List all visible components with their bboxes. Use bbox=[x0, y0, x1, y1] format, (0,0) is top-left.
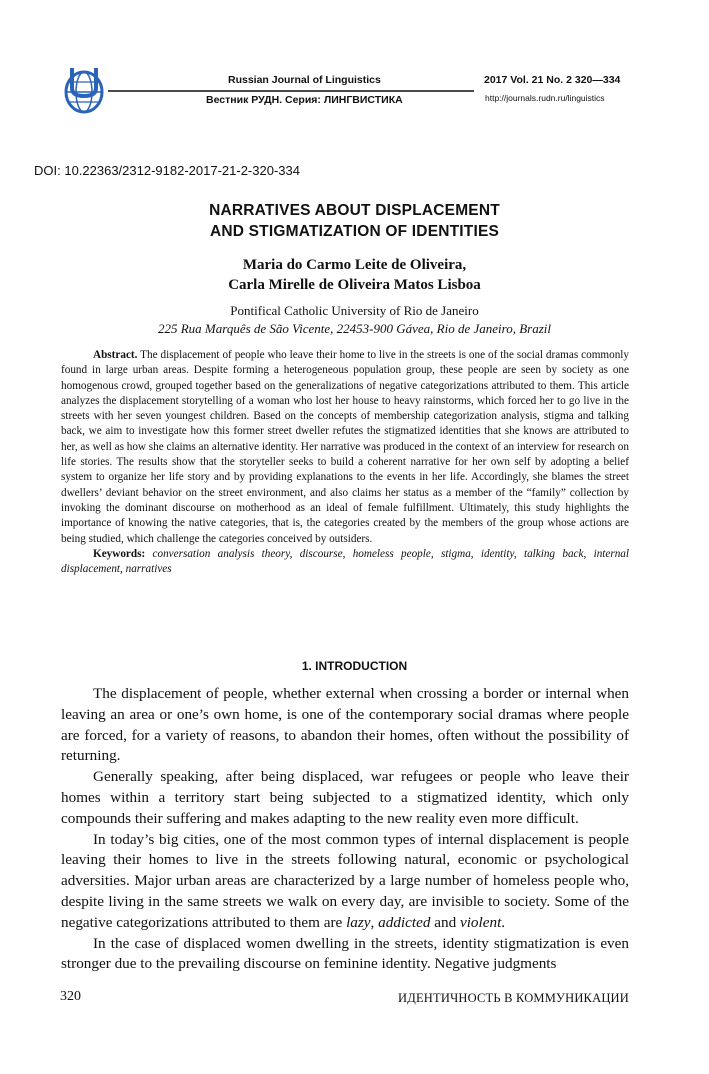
affiliation bbox=[40, 302, 669, 338]
period: . bbox=[501, 913, 506, 931]
keywords bbox=[61, 547, 629, 578]
author-line-2: Carla Mirelle de Oliveira Matos Lisboa bbox=[228, 276, 481, 293]
doi: DOI: 10.22363/2312-9182-2017-21-2-320-334 bbox=[34, 163, 300, 178]
header-divider bbox=[108, 90, 474, 92]
abstract bbox=[61, 348, 629, 547]
address: 225 Rua Marquês de São Vicente, 22453-900 Gávea, Rio de Janeiro, Brazil bbox=[157, 321, 552, 336]
paragraph-4: In the case of displaced women dwelling in the streets, identity stigmatization is even stronger due to the prevailing discourse on feminine identity. Negative judgments bbox=[61, 934, 629, 973]
paragraph-3-text: In today’s big cities, one of the most common types of internal displacement is people leaving their homes to live in the streets following natural, economic or psychological adversities. Major urban areas are characterized by a large number of homeless people who, despite living in the same streets we walk on every day, are invisible to society. Some of the negative categorizations attributed to them are bbox=[61, 830, 629, 931]
authors bbox=[60, 256, 649, 295]
title-line-1: NARRATIVES ABOUT DISPLACEMENT bbox=[209, 202, 500, 219]
abstract-text: The displacement of people who leave their home to live in the streets is one of the social dramas commonly found in large urban areas. Despite forming a heterogeneous population group, these people are seen by society as one homogenous crowd, grouped together based on the generalizations of negative categorizations attributed to them. This article analyzes the displacement storytelling of a woman who lost her house to heavy rainstorms, which forced her to go live in the streets with her seven youngest children. Based on the concepts of membership categorization analysis, stigma and talking back, we aim to investigate how this former street dweller refutes the stigmatized identities that she knows are attributed to her, as well as how she claims an alternative identity. Her narrative was produced in the context of an interview for research on life stories. The results show that the storyteller seeks to build a coherent narrative for her own self by adopting a belief system to organize her life story and by providing explanations to the events in her life. Accordingly, she blames the street dwellers’ deviant behavior on the street environment, and also claims her status as a member of the “family” collection by invoking the dominant discourse on motherhood as an ideal of female fulfillment. Ultimately, this study highlights the importance of knowing the native categories, that is, the categories created by the members of the group whose actions are being studied, which challenge the categories conceived by outsiders. bbox=[61, 349, 629, 545]
term-violent: violent bbox=[459, 913, 502, 931]
article-title bbox=[60, 200, 649, 242]
title-line-2: AND STIGMATIZATION OF IDENTITIES bbox=[209, 223, 500, 240]
page-number: 320 bbox=[60, 989, 81, 1004]
volume-info: 2017 Vol. 21 No. 2 320—334 bbox=[484, 74, 621, 86]
running-section-title: ИДЕНТИЧНОСТЬ В КОММУНИКАЦИИ bbox=[398, 991, 629, 1005]
paragraph-2: Generally speaking, after being displaced, war refugees or people who leave their homes within a territory start being subjected to a stigmatized identity, which only compounds their suffering and makes adapting to the new reality even more difficult. bbox=[61, 768, 629, 827]
journal-title: Russian Journal of Linguistics bbox=[228, 74, 381, 86]
term-addicted: addicted bbox=[378, 913, 431, 931]
institution: Pontifical Catholic University of Rio de Janeiro bbox=[230, 303, 479, 318]
journal-url[interactable]: http://journals.rudn.ru/linguistics bbox=[485, 93, 605, 103]
journal-title-ru: Вестник РУДН. Серия: ЛИНГВИСТИКА bbox=[206, 94, 403, 106]
paragraph-3 bbox=[61, 830, 629, 934]
journal-logo-icon bbox=[60, 66, 108, 114]
separator: and bbox=[430, 913, 460, 931]
body-text bbox=[61, 684, 629, 975]
abstract-label: Abstract. bbox=[93, 349, 138, 361]
abstract-block bbox=[61, 348, 629, 577]
paragraph-1: The displacement of people, whether external when crossing a border or internal when leaving an area or one’s own home, is one of the contemporary social dramas where people are forced, for a variety of reasons, to abandon their homes, often without the possibility of returning. bbox=[61, 685, 629, 765]
keywords-text: conversation analysis theory, discourse, homeless people, stigma, identity, talking back, internal displacement, narratives bbox=[61, 547, 630, 576]
separator: , bbox=[370, 913, 379, 931]
author-line-1: Maria do Carmo Leite de Oliveira, bbox=[242, 257, 467, 273]
section-heading: 1. INTRODUCTION bbox=[301, 659, 408, 673]
keywords-label: Keywords: bbox=[93, 547, 146, 560]
term-lazy: lazy bbox=[346, 913, 371, 931]
